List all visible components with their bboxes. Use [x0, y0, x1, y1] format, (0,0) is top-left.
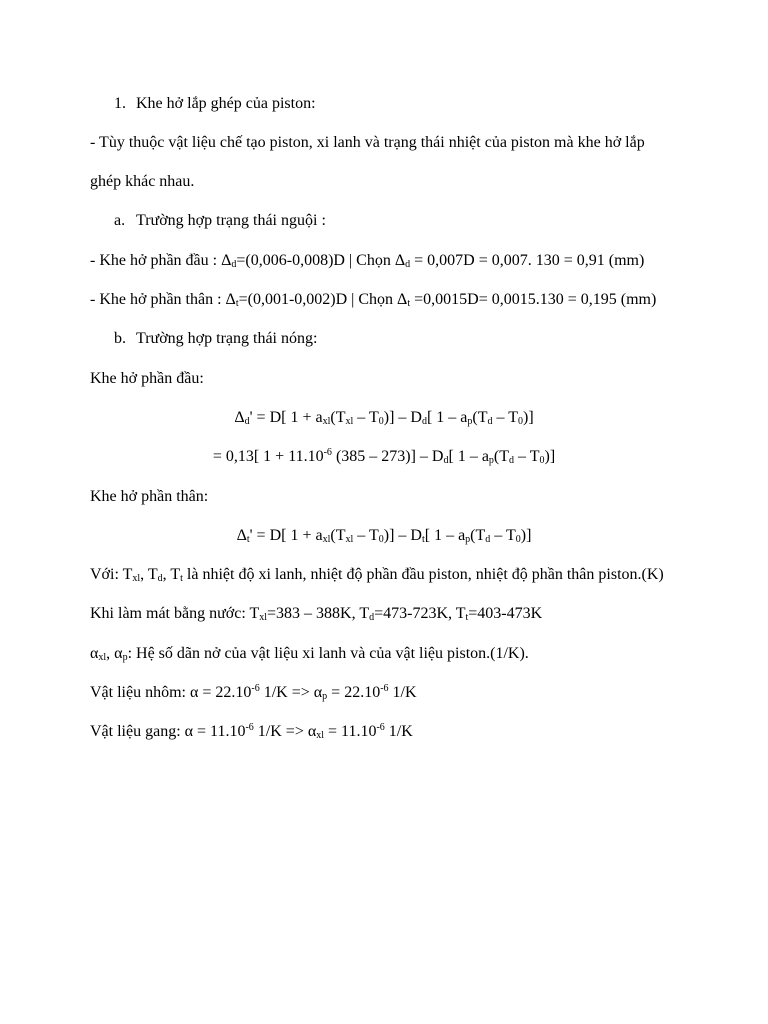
intro-line-1: - Tùy thuộc vật liệu chế tạo piston, xi lanh và trạng thái nhiệt của piston mà khe hở lắp	[90, 134, 645, 151]
case-a-marker: a.	[114, 212, 126, 229]
gap-head-line: - Khe hở phần đầu : $\Delta_d=(0,006-0,008)D$ | Chọn $\Delta_d = 0,007D = 0,007$. 130 = 0,91 (mm)	[90, 252, 645, 270]
formula-head-gap-substituted: = 0,13[ $1 + 11.10^{-6}$ $(385 - 273)] - D_d$[ $1 - a_p(T_d - T_0)$]	[212, 447, 556, 466]
with-definitions: Với: $T_{xl}$, $T_d$, $T_t$ là nhiệt độ xi lanh, nhiệt độ phần đầu piston, nhiệt độ phần thân piston.(K)	[90, 566, 664, 584]
heading-number: 1.	[114, 95, 126, 112]
hot-body-label: Khe hở phần thân:	[90, 488, 209, 505]
case-b-heading	[114, 329, 317, 349]
water-cooling-line: Khi làm mát bằng nước: $T_{xl}=383 - 388K$, $T_d=473-723K$, $T_t=403-473K$	[90, 605, 543, 623]
formula-body-gap: $\Delta_t' = D$[ $1 + a_{xl}(T_{xl} - T_0)] - D_t$[ $1 - a_p(T_d - T_0)$]	[236, 527, 532, 545]
section-heading	[114, 94, 316, 114]
case-b-text: Trường hợp trạng thái nóng:	[136, 330, 318, 347]
formula-head-gap: $\Delta_d' = D$[ $1 + a_{xl}(T_{xl} - T_0)] - D_d$[ $1 - a_p(T_d - T_0)$]	[234, 409, 534, 427]
case-a-text: Trường hợp trạng thái nguội :	[136, 212, 326, 229]
intro-line-2: ghép khác nhau.	[90, 173, 195, 190]
heading-text: Khe hở lắp ghép của piston:	[136, 95, 316, 112]
hot-head-label: Khe hở phần đầu:	[90, 370, 204, 387]
case-b-marker: b.	[114, 330, 126, 347]
expansion-coefficient-line: $\alpha_{xl}$, $\alpha_p$: Hệ số dãn nở của vật liệu xi lanh và của vật liệu piston.(1/K).	[90, 645, 529, 663]
cast-iron-line: Vật liệu gang: $\alpha = 11.10^{-6}$ $1/K => \alpha_{xl} = 11.10^{-6}$ 1/K	[90, 722, 413, 741]
gap-body-line: - Khe hở phần thân : $\Delta_t=(0,001-0,002)D$ | Chọn $\Delta_t =0,0015D= 0,0015.130 = 0,195$ (mm)	[90, 291, 657, 309]
case-a-heading	[114, 211, 326, 231]
aluminum-line: Vật liệu nhôm: $\alpha = 22.10^{-6}$ $1/K => \alpha_p = 22.10^{-6}$ 1/K	[90, 683, 417, 702]
